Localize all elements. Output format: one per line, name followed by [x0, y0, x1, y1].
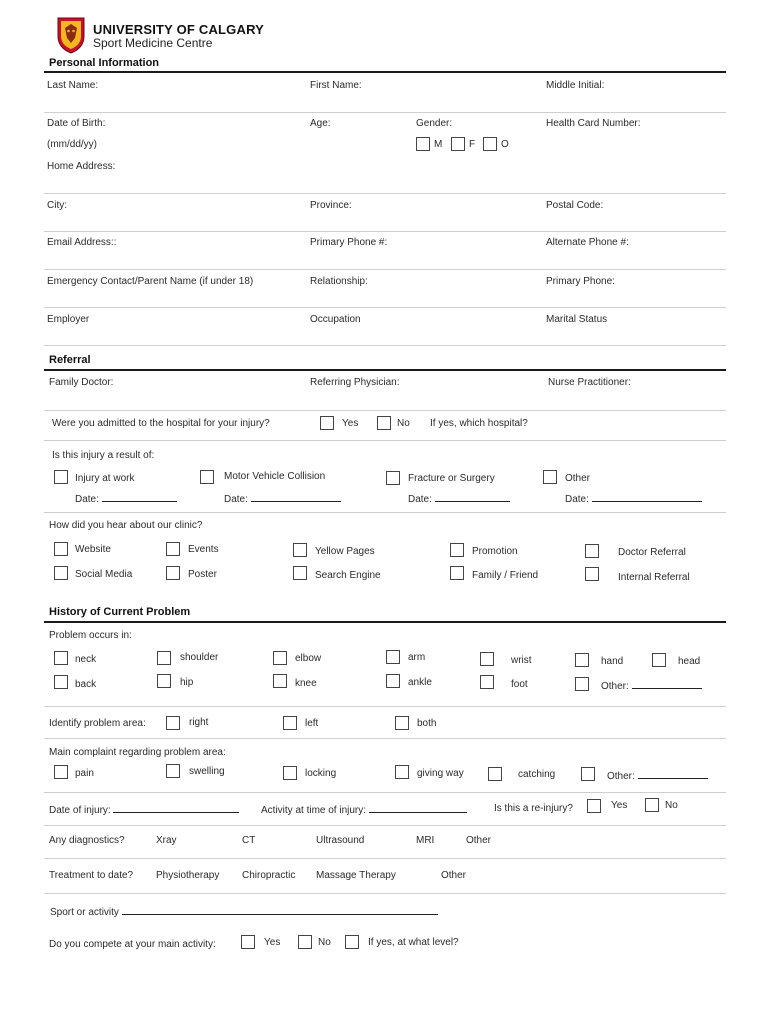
- gender-m-checkbox[interactable]: [416, 137, 430, 151]
- row-divider: [44, 825, 726, 826]
- section-divider: [44, 71, 726, 73]
- other-treatment-option[interactable]: Other: [441, 870, 467, 881]
- other-complaint-line[interactable]: [638, 769, 708, 779]
- health-card-label: Health Card Number:: [546, 118, 641, 129]
- province-label: Province:: [310, 200, 352, 211]
- main-complaint-label: Main complaint regarding problem area:: [49, 747, 226, 758]
- reinjury-yes-label: Yes: [611, 800, 628, 811]
- alternate-phone-label: Alternate Phone #:: [546, 237, 629, 248]
- hip-label: hip: [180, 677, 194, 688]
- both-label: both: [417, 718, 437, 729]
- swelling-checkbox[interactable]: [166, 764, 180, 778]
- other-diagnostic-option[interactable]: Other: [466, 835, 492, 846]
- other-injury-checkbox[interactable]: [543, 470, 557, 484]
- reinjury-no-label: No: [665, 800, 678, 811]
- sport-field: [50, 905, 438, 918]
- compete-no-checkbox[interactable]: [298, 935, 312, 949]
- search-engine-label: Search Engine: [315, 570, 381, 581]
- date-line[interactable]: [592, 492, 702, 502]
- emergency-contact-label: Emergency Contact/Parent Name (if under 18): [47, 276, 254, 287]
- date-injury-label: Date of injury:: [49, 805, 111, 816]
- social-media-checkbox[interactable]: [54, 566, 68, 580]
- row-divider: [44, 738, 726, 739]
- both-checkbox[interactable]: [395, 716, 409, 730]
- locking-checkbox[interactable]: [283, 766, 297, 780]
- wrist-checkbox[interactable]: [480, 652, 494, 666]
- admitted-yes-checkbox[interactable]: [320, 416, 334, 430]
- catching-label: catching: [518, 769, 556, 780]
- gender-o-label: O: [501, 139, 509, 150]
- admitted-yes-label: Yes: [342, 418, 359, 429]
- sport-line[interactable]: [122, 905, 438, 915]
- middle-initial-label: Middle Initial:: [546, 80, 605, 91]
- physio-option[interactable]: Physiotherapy: [156, 870, 220, 881]
- admitted-no-checkbox[interactable]: [377, 416, 391, 430]
- hip-checkbox[interactable]: [157, 674, 171, 688]
- swelling-label: swelling: [189, 766, 225, 777]
- back-label: back: [75, 679, 97, 690]
- website-label: Website: [75, 544, 111, 555]
- knee-label: knee: [295, 678, 317, 689]
- ct-option[interactable]: CT: [242, 835, 256, 846]
- centre-name: Sport Medicine Centre: [93, 36, 213, 50]
- promotion-label: Promotion: [472, 546, 518, 557]
- foot-checkbox[interactable]: [480, 675, 494, 689]
- gender-f-checkbox[interactable]: [451, 137, 465, 151]
- university-name: UNIVERSITY OF CALGARY: [93, 22, 265, 37]
- primary-phone-label: Primary Phone:: [546, 276, 615, 287]
- right-label: right: [189, 717, 209, 728]
- date-line[interactable]: [251, 492, 341, 502]
- row-divider: [44, 858, 726, 859]
- left-checkbox[interactable]: [283, 716, 297, 730]
- head-checkbox[interactable]: [652, 653, 666, 667]
- date-label: Date:: [408, 494, 432, 505]
- fracture-checkbox[interactable]: [386, 471, 400, 485]
- shoulder-label: shoulder: [180, 652, 219, 663]
- date-injury-line[interactable]: [113, 803, 239, 813]
- mvc-date: [224, 492, 341, 505]
- admitted-no-label: No: [397, 418, 410, 429]
- row-divider: [44, 345, 726, 346]
- arm-label: arm: [408, 652, 426, 663]
- hand-label: hand: [601, 656, 624, 667]
- doctor-referral-checkbox[interactable]: [585, 544, 599, 558]
- date-label: Date:: [75, 494, 99, 505]
- primary-phone-num-label: Primary Phone #:: [310, 237, 388, 248]
- poster-label: Poster: [188, 569, 217, 580]
- occurs-in-label: Problem occurs in:: [49, 630, 132, 641]
- promotion-checkbox[interactable]: [450, 543, 464, 557]
- hand-checkbox[interactable]: [575, 653, 589, 667]
- other-area-line[interactable]: [632, 679, 702, 689]
- row-divider: [44, 112, 726, 113]
- other-area-label: Other:: [601, 681, 629, 692]
- other-complaint-label: Other:: [607, 771, 635, 782]
- xray-option[interactable]: Xray: [156, 835, 177, 846]
- university-crest: [57, 16, 85, 54]
- injury-work-date: [75, 492, 177, 505]
- row-divider: [44, 706, 726, 707]
- family-friend-checkbox[interactable]: [450, 566, 464, 580]
- knee-checkbox[interactable]: [273, 674, 287, 688]
- dob-format-label: (mm/dd/yy): [47, 139, 97, 150]
- compete-no-label: No: [318, 937, 331, 948]
- other-area-field: [601, 679, 702, 692]
- date-line[interactable]: [435, 492, 510, 502]
- right-checkbox[interactable]: [166, 716, 180, 730]
- dob-label: Date of Birth:: [47, 118, 106, 129]
- gender-f-label: F: [469, 139, 476, 150]
- gender-label: Gender:: [416, 118, 453, 129]
- injury-work-checkbox[interactable]: [54, 470, 68, 484]
- back-checkbox[interactable]: [54, 675, 68, 689]
- relationship-label: Relationship:: [310, 276, 368, 287]
- activity-time-field: [261, 803, 467, 816]
- catching-checkbox[interactable]: [488, 767, 502, 781]
- row-divider: [44, 231, 726, 232]
- section-history-title: History of Current Problem: [49, 606, 191, 618]
- poster-checkbox[interactable]: [166, 566, 180, 580]
- last-name-label: Last Name:: [47, 80, 99, 91]
- mvc-label: Motor Vehicle Collision: [224, 471, 326, 482]
- family-doctor-label: Family Doctor:: [49, 377, 114, 388]
- row-divider: [44, 893, 726, 894]
- home-address-label: Home Address:: [47, 161, 116, 172]
- other-complaint-field: [607, 769, 708, 782]
- occupation-label: Occupation: [310, 314, 361, 325]
- first-name-label: First Name:: [310, 80, 362, 91]
- doctor-referral-label: Doctor Referral: [618, 547, 686, 558]
- hear-about-question: How did you hear about our clinic?: [49, 520, 203, 531]
- injury-work-label: Injury at work: [75, 473, 135, 484]
- elbow-label: elbow: [295, 653, 322, 664]
- which-hospital-label: If yes, which hospital?: [430, 418, 528, 429]
- other-injury-label: Other: [565, 473, 591, 484]
- referring-physician-label: Referring Physician:: [310, 377, 400, 388]
- row-divider: [44, 792, 726, 793]
- wrist-label: wrist: [511, 655, 532, 666]
- pain-checkbox[interactable]: [54, 765, 68, 779]
- neck-label: neck: [75, 654, 97, 665]
- ultrasound-option[interactable]: Ultrasound: [316, 835, 365, 846]
- date-label: Date:: [224, 494, 248, 505]
- compete-label: Do you compete at your main activity:: [49, 939, 216, 950]
- date-line[interactable]: [102, 492, 177, 502]
- events-checkbox[interactable]: [166, 542, 180, 556]
- ankle-checkbox[interactable]: [386, 674, 400, 688]
- injury-result-question: Is this injury a result of:: [52, 450, 155, 461]
- fracture-date: [408, 492, 510, 505]
- gender-o-checkbox[interactable]: [483, 137, 497, 151]
- date-injury-field: [49, 803, 239, 816]
- events-label: Events: [188, 544, 219, 555]
- neck-checkbox[interactable]: [54, 651, 68, 665]
- row-divider: [44, 410, 726, 411]
- mvc-checkbox[interactable]: [200, 470, 214, 484]
- reinjury-label: Is this a re-injury?: [494, 803, 573, 814]
- date-label: Date:: [565, 494, 589, 505]
- diagnostics-label: Any diagnostics?: [49, 835, 125, 846]
- row-divider: [44, 193, 726, 194]
- row-divider: [44, 512, 726, 513]
- left-label: left: [305, 718, 319, 729]
- level-checkbox[interactable]: [345, 935, 359, 949]
- ankle-label: ankle: [408, 677, 432, 688]
- section-divider: [44, 621, 726, 623]
- row-divider: [44, 440, 726, 441]
- mri-option[interactable]: MRI: [416, 835, 435, 846]
- activity-time-label: Activity at time of injury:: [261, 805, 367, 816]
- pain-label: pain: [75, 768, 94, 779]
- other-complaint-checkbox[interactable]: [581, 767, 595, 781]
- reinjury-yes-checkbox[interactable]: [587, 799, 601, 813]
- section-divider: [44, 369, 726, 371]
- compete-yes-checkbox[interactable]: [241, 935, 255, 949]
- elbow-checkbox[interactable]: [273, 651, 287, 665]
- arm-checkbox[interactable]: [386, 650, 400, 664]
- other-area-checkbox[interactable]: [575, 677, 589, 691]
- section-personal-title: Personal Information: [49, 57, 160, 69]
- employer-label: Employer: [47, 314, 90, 325]
- age-label: Age:: [310, 118, 331, 129]
- row-divider: [44, 307, 726, 308]
- yellow-pages-label: Yellow Pages: [315, 546, 375, 557]
- other-injury-date: [565, 492, 702, 505]
- marital-status-label: Marital Status: [546, 314, 608, 325]
- massage-option[interactable]: Massage Therapy: [316, 870, 396, 881]
- activity-time-line[interactable]: [369, 803, 467, 813]
- social-media-label: Social Media: [75, 569, 133, 580]
- giving-way-label: giving way: [417, 768, 464, 779]
- website-checkbox[interactable]: [54, 542, 68, 556]
- row-divider: [44, 269, 726, 270]
- reinjury-no-checkbox[interactable]: [645, 798, 659, 812]
- sport-label: Sport or activity: [50, 907, 119, 918]
- treatment-label: Treatment to date?: [49, 870, 134, 881]
- yellow-pages-checkbox[interactable]: [293, 543, 307, 557]
- giving-way-checkbox[interactable]: [395, 765, 409, 779]
- foot-label: foot: [511, 679, 528, 690]
- compete-yes-label: Yes: [264, 937, 281, 948]
- email-label: Email Address::: [47, 237, 117, 248]
- postal-code-label: Postal Code:: [546, 200, 604, 211]
- city-label: City:: [47, 200, 67, 211]
- identify-area-label: Identify problem area:: [49, 718, 146, 729]
- admitted-question: Were you admitted to the hospital for your injury?: [52, 418, 270, 429]
- internal-referral-label: Internal Referral: [618, 572, 690, 583]
- locking-label: locking: [305, 768, 337, 779]
- level-label: If yes, at what level?: [368, 937, 459, 948]
- fracture-label: Fracture or Surgery: [408, 473, 495, 484]
- head-label: head: [678, 656, 701, 667]
- chiro-option[interactable]: Chiropractic: [242, 870, 296, 881]
- section-referral-title: Referral: [49, 354, 91, 366]
- gender-m-label: M: [434, 139, 443, 150]
- nurse-practitioner-label: Nurse Practitioner:: [548, 377, 631, 388]
- family-friend-label: Family / Friend: [472, 570, 539, 581]
- search-engine-checkbox[interactable]: [293, 566, 307, 580]
- shoulder-checkbox[interactable]: [157, 651, 171, 665]
- internal-referral-checkbox[interactable]: [585, 567, 599, 581]
